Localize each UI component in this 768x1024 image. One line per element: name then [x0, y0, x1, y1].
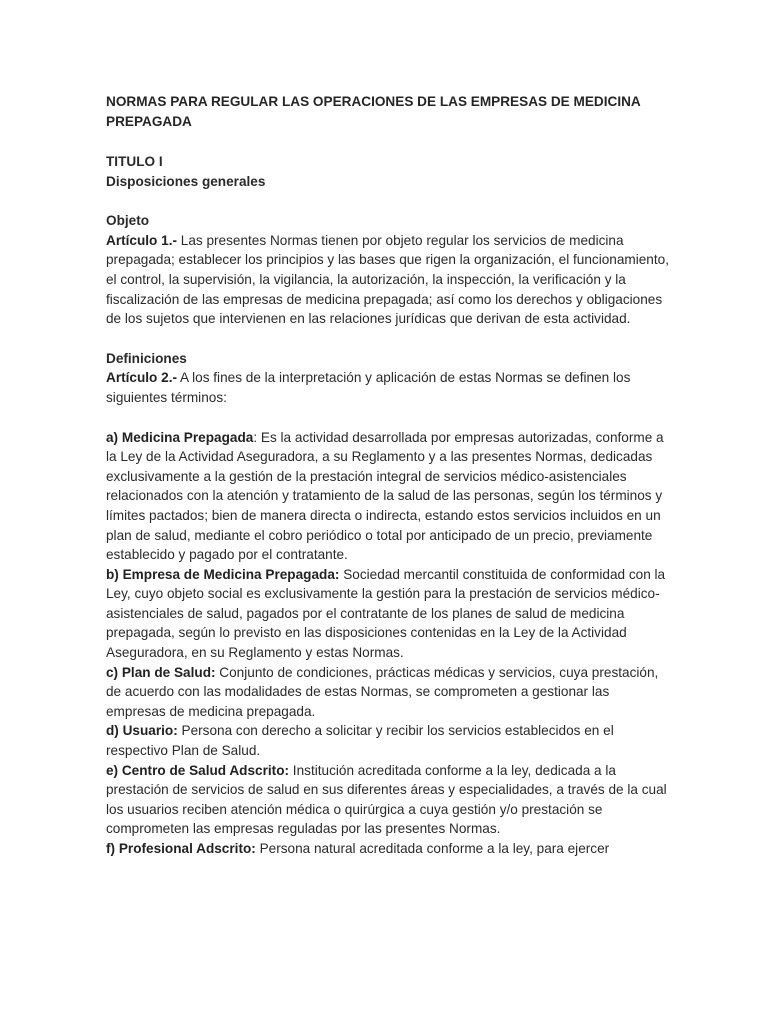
- articulo-1-label: Artículo 1.-: [106, 232, 177, 248]
- articulo-2-paragraph: [106, 368, 670, 407]
- objeto-section: [106, 211, 670, 329]
- definition-item: [106, 428, 670, 565]
- definiciones-section: [106, 349, 670, 408]
- definition-text: : Es la actividad desarrollada por empresas autorizadas, conforme a la Ley de la Actividad Aseguradora, a su Reglamento y a las presentes Normas, dedicadas exclusivamente a la gestión de la prestación integral de servicios médico-asistenciales relacionados con la atención y tratamiento de la salud de las personas, según los términos y límites pactados; bien de manera directa o indirecta, estando estos servicios incluidos en un plan de salud, mediante el cobro periódico o total por anticipado de un precio, previamente establecido y pagado por el contratante.: [106, 429, 664, 563]
- titulo-heading: TITULO I: [106, 154, 163, 169]
- definition-text: Institución acreditada conforme a la ley, dedicada a la prestación de servicios de salud en sus diferentes áreas y especialidades, a través de la cual los usuarios reciben atención médica o quirúrgica a cuya gestión y/o prestación se comprometen las empresas reguladas por las presentes Normas.: [106, 762, 667, 837]
- definition-item: [106, 663, 670, 722]
- definition-term: f) Profesional Adscrito:: [106, 841, 256, 856]
- definition-item: [106, 761, 670, 839]
- articulo-1-text: Las presentes Normas tienen por objeto regular los servicios de medicina prepagada; establecer los principios y las bases que rigen la organización, el funcionamiento, el control, la supervisión, la vigilancia, la autorización, la inspección, la verificación y la fiscalización de las empresas de medicina prepagada; así como los derechos y obligaciones de los sujetos que intervienen en las relaciones jurídicas que derivan de esta actividad.: [106, 232, 669, 327]
- definiciones-heading: Definiciones: [106, 350, 187, 366]
- document-title: NORMAS PARA REGULAR LAS OPERACIONES DE LAS EMPRESAS DE MEDICINA PREPAGADA: [106, 94, 641, 129]
- definition-term: d) Usuario:: [106, 723, 178, 739]
- definition-item: [106, 839, 670, 859]
- definition-term: e) Centro de Salud Adscrito:: [106, 762, 290, 778]
- subtitulo-heading: Disposiciones generales: [106, 173, 266, 189]
- definitions-list: [106, 428, 670, 859]
- definition-term: a) Medicina Prepagada: [106, 429, 254, 445]
- articulo-1-paragraph: [106, 231, 670, 329]
- articulo-2-label: Artículo 2.-: [106, 370, 177, 386]
- definition-text: Conjunto de condiciones, prácticas médicas y servicios, cuya prestación, de acuerdo con las modalidades de estas Normas, se comprometen a gestionar las empresas de medicina prepagada.: [106, 664, 659, 719]
- definition-text: Persona con derecho a solicitar y recibir los servicios establecidos en el respectivo Plan de Salud.: [106, 723, 614, 759]
- articulo-2-text: A los fines de la interpretación y aplicación de estas Normas se definen los siguientes términos:: [106, 370, 631, 405]
- definition-text: Sociedad mercantil constituida de conformidad con la Ley, cuyo objeto social es exclusivamente la gestión para la prestación de servicios médico-asistenciales de salud, pagados por el contratante de los planes de salud de medicina prepagada, según lo previsto en las disposiciones contenidas en la Ley de la Actividad Aseguradora, en su Reglamento y estas Normas.: [106, 566, 666, 661]
- definition-term: c) Plan de Salud:: [106, 664, 216, 680]
- definition-item: [106, 565, 670, 663]
- title-block: [106, 152, 670, 191]
- objeto-heading: Objeto: [106, 213, 150, 229]
- definition-text: Persona natural acreditada conforme a la ley, para ejercer: [255, 841, 610, 856]
- definition-item: [106, 721, 670, 760]
- definition-term: b) Empresa de Medicina Prepagada:: [106, 566, 340, 582]
